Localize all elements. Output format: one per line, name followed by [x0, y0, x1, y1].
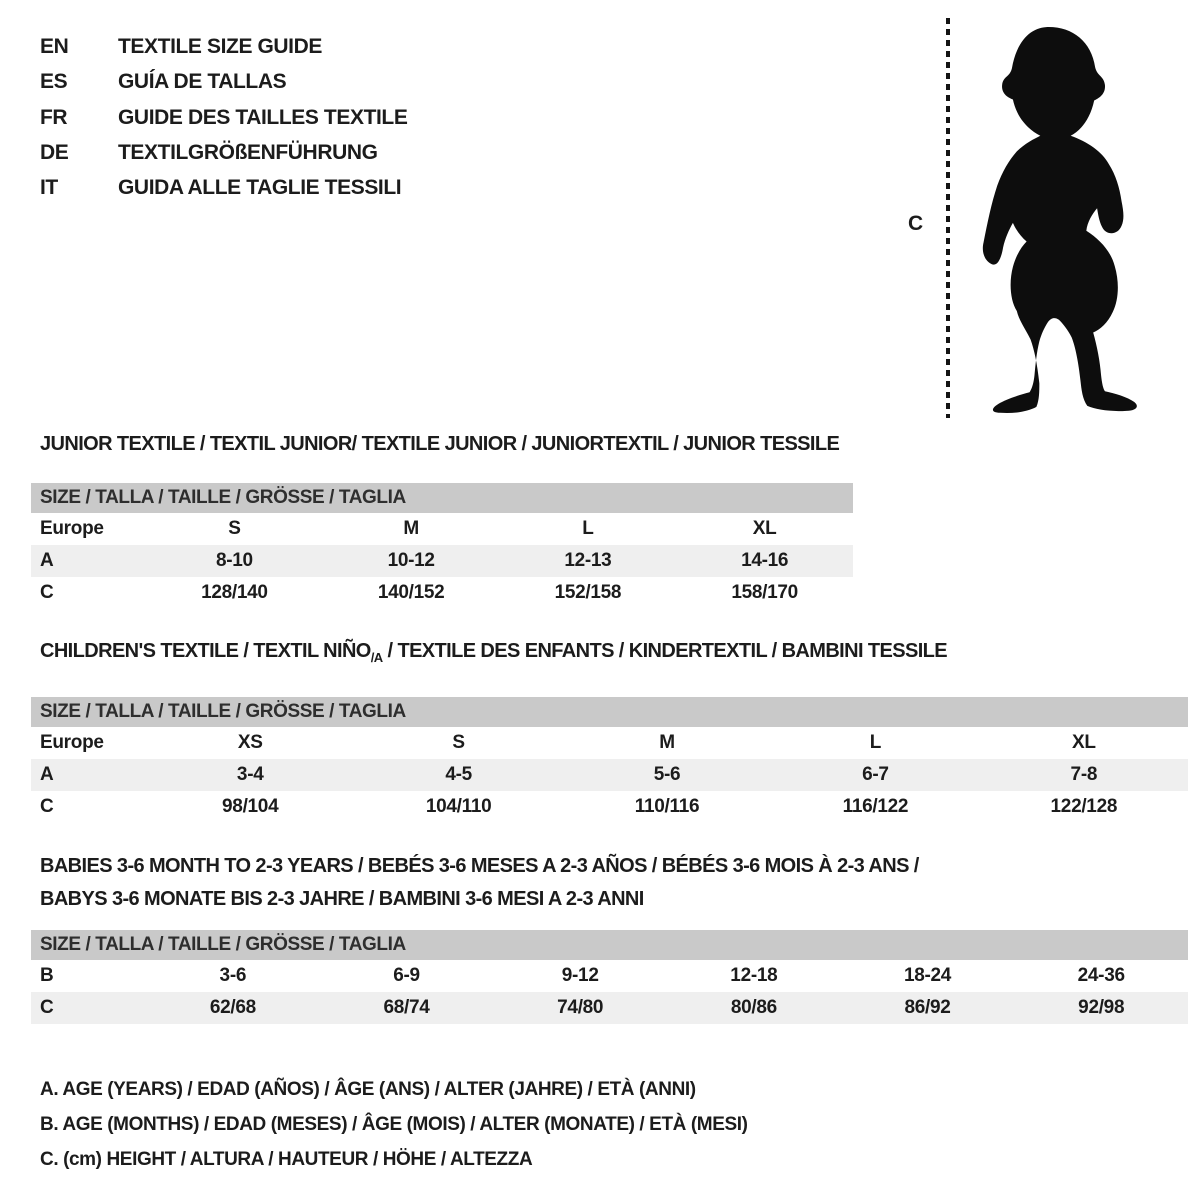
row-cell: S [452, 732, 465, 753]
size-header-bar: SIZE / TALLA / TAILLE / GRÖSSE / TAGLIA [31, 483, 853, 513]
language-row [40, 29, 407, 64]
row-cell: 140/152 [377, 582, 445, 603]
language-code: ES [40, 70, 68, 94]
section-title: JUNIOR TEXTILE / TEXTIL JUNIOR/ TEXTILE JUNIOR / JUNIORTEXTIL / JUNIOR TESSILE [40, 433, 840, 455]
row-label: Europe [40, 732, 104, 753]
note-height-cm: C. (cm) HEIGHT / ALTURA / HAUTEUR / HÖHE / ALTEZZA [40, 1149, 533, 1170]
language-row [40, 135, 407, 170]
note-age-months: B. AGE (MONTHS) / EDAD (MESES) / ÂGE (MOIS) / ALTER (MONATE) / ETÀ (MESI) [40, 1114, 748, 1135]
row-cell: 6-9 [393, 965, 420, 986]
table-row [31, 992, 1188, 1024]
section-childrens-textile [31, 640, 1188, 823]
section-title-subscript: /A [370, 650, 383, 665]
row-cell: 3-4 [236, 764, 264, 785]
row-cell: XS [237, 732, 263, 753]
row-cell: 10-12 [387, 550, 435, 571]
row-cell: M [403, 518, 419, 539]
row-cell: L [869, 732, 882, 753]
table-row [31, 960, 1188, 992]
row-cell: 24-36 [1077, 965, 1125, 986]
row-cell: 158/170 [731, 582, 798, 603]
row-cell: 80/86 [730, 997, 777, 1018]
row-cell: S [228, 518, 241, 539]
language-code: IT [40, 176, 58, 200]
row-cell: XL [1071, 732, 1096, 753]
table-row [31, 545, 853, 577]
section-title-line1: BABIES 3-6 MONTH TO 2-3 YEARS / BEBÉS 3-6 MESES A 2-3 AÑOS / BÉBÉS 3-6 MOIS À 2-3 ANS / [40, 855, 919, 877]
row-cell: 86/92 [904, 997, 951, 1018]
language-title: GUIDA ALLE TAGLIE TESSILI [118, 176, 402, 200]
row-cell: M [659, 732, 675, 753]
language-row [40, 100, 407, 135]
row-cell: 12-18 [730, 965, 778, 986]
row-cell: 18-24 [903, 965, 952, 986]
language-code: EN [40, 35, 69, 58]
language-title: TEXTILGRÖßENFÜHRUNG [118, 140, 378, 164]
table-row [31, 791, 1188, 823]
row-cell: 110/116 [634, 796, 700, 817]
row-cell: 4-5 [445, 764, 472, 785]
table-row [31, 759, 1188, 791]
row-cell: 7-8 [1070, 764, 1098, 785]
row-cell: 152/158 [554, 582, 622, 603]
size-table [31, 960, 1188, 1024]
row-cell: 116/122 [842, 796, 909, 817]
row-cell: 104/110 [425, 796, 492, 817]
size-table [31, 513, 853, 609]
language-title: TEXTILE SIZE GUIDE [118, 35, 322, 58]
section-title-text: CHILDREN'S TEXTILE / TEXTIL NIÑO [40, 640, 371, 662]
height-measure-dashed-line [946, 18, 950, 418]
row-cell: 3-6 [219, 965, 247, 986]
table-row [31, 513, 853, 545]
row-cell: 98/104 [222, 796, 279, 817]
language-title: GUIDE DES TAILLES TEXTILE [118, 105, 408, 129]
row-cell: 128/140 [201, 582, 268, 603]
language-list [40, 29, 407, 205]
size-header-bar: SIZE / TALLA / TAILLE / GRÖSSE / TAGLIA [31, 697, 1188, 727]
row-cell: 5-6 [653, 764, 681, 785]
row-cell: XL [752, 518, 777, 539]
row-cell: 92/98 [1078, 997, 1125, 1018]
table-row [31, 577, 853, 609]
size-table [31, 727, 1188, 823]
language-title: GUÍA DE TALLAS [118, 70, 287, 94]
section-title [31, 640, 1188, 669]
row-label: C [40, 997, 54, 1018]
row-cell: 9-12 [561, 965, 599, 986]
row-cell: L [582, 518, 594, 539]
row-cell: 74/80 [557, 997, 604, 1018]
section-title-line2: BABYS 3-6 MONATE BIS 2-3 JAHRE / BAMBINI 3-6 MESI A 2-3 ANNI [40, 888, 644, 910]
row-cell: 122/128 [1050, 796, 1118, 817]
note-age-years: A. AGE (YEARS) / EDAD (AÑOS) / ÂGE (ANS) / ALTER (JAHRE) / ETÀ (ANNI) [40, 1079, 696, 1100]
row-label: C [40, 796, 54, 817]
language-row [40, 64, 407, 99]
section-title [31, 850, 1188, 916]
row-label: A [40, 764, 54, 785]
row-label: B [40, 965, 54, 986]
row-cell: 14-16 [741, 550, 789, 571]
section-title-text: / TEXTILE DES ENFANTS / KINDERTEXTIL / BAMBINI TESSILE [382, 640, 948, 662]
row-cell: 8-10 [215, 550, 253, 571]
row-label: C [40, 582, 54, 603]
height-measure-label: C [908, 212, 924, 235]
section-junior-textile [31, 433, 853, 609]
row-cell: 6-7 [862, 764, 889, 785]
row-cell: 12-13 [564, 550, 612, 571]
row-cell: 62/68 [209, 997, 256, 1018]
row-cell: 68/74 [383, 997, 430, 1018]
toddler-silhouette-icon [962, 16, 1148, 418]
row-label: Europe [40, 518, 104, 539]
language-code: DE [40, 140, 69, 164]
size-header-bar: SIZE / TALLA / TAILLE / GRÖSSE / TAGLIA [31, 930, 1188, 960]
row-label: A [40, 550, 54, 571]
language-code: FR [40, 105, 68, 129]
legend-notes [40, 1072, 748, 1177]
language-row [40, 170, 407, 205]
section-babies-textile [31, 850, 1188, 1024]
table-row [31, 727, 1188, 759]
